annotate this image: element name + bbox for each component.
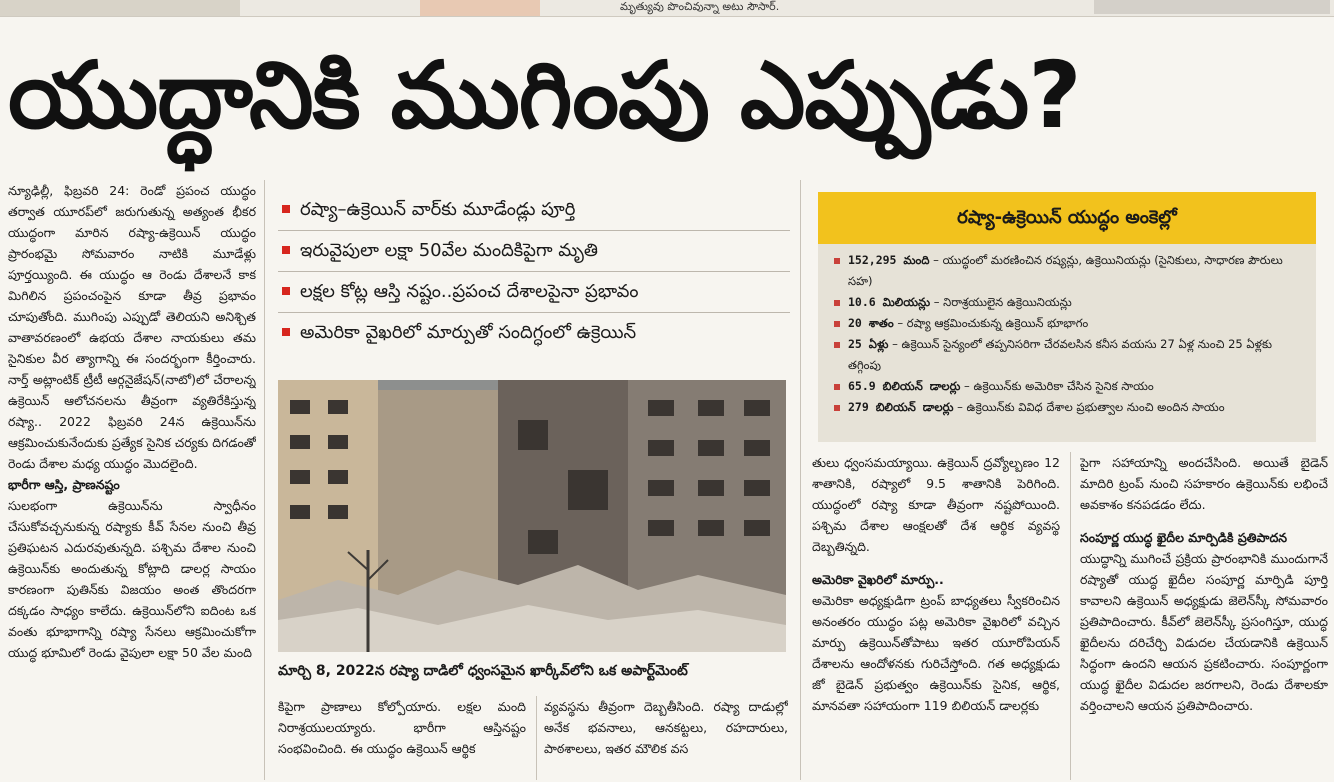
body-paragraph: తులు ధ్వంసమయ్యాయి. ఉక్రెయిన్ ద్రవ్యోల్బణం 12 శాతానికి, రష్యాలో 9.5 శాతానికి పెరిగింది. యుద్ధంలో రష్యా కూడా తీవ్రంగా నష్టపోయింది. పశ్చిమ దేశాల ఆంక్షలతో దేశ ఆర్థిక వ్యవస్థ దెబ్బతిన్నది. xyxy=(812,455,1060,554)
fact-item: 25 ఏళ్లు – ఉక్రెయిన్ సైన్యంలో తప్పనిసరిగా చేరవలసిన కనీస వయసు 27 ఏళ్ల నుంచి 25 ఏళ్లకు తగ్గింపు xyxy=(834,334,1304,376)
body-paragraph: సులభంగా ఉక్రెయిన్‌ను స్వాధీనం చేసుకోవచ్చనుకున్న రష్యాకు కీవ్ సేనల నుంచి తీవ్ర ప్రతిఘటన ఎదురవుతున్నది. పశ్చిమ దేశాల నుంచి ఉక్రెయిన్‌కు అందుతున్న కోట్లాది డాలర్ల సాయం కారణంగా పుతిన్‌కు విజయం అంత తొందరగా దక్కడం సాధ్యం కాలేదు. ఉక్రెయిన్‌లోని ఐదింట ఒక వంతు భూభాగాన్ని రష్యా సేనలు ఆక్రమించుకోగా యుద్ధ భూమిలో రెండు వైపులా లక్షా 50 వేల మంది xyxy=(8,498,256,660)
article-column-1 xyxy=(8,180,256,780)
body-paragraph: కిపైగా ప్రాణాలు కోల్పోయారు. లక్షల మంది నిరాశ్రయులయ్యారు. భారీగా ఆస్తినష్టం సంభవించింది. ఈ యుద్ధం ఉక్రెయిన్ ఆర్థిక xyxy=(278,699,526,756)
fact-item: 20 శాతం – రష్యా ఆక్రమించుకున్న ఉక్రెయిన్ భూభాగం xyxy=(834,313,1304,334)
highlight-bullets xyxy=(278,190,790,353)
destroyed-building-photo xyxy=(278,380,786,652)
column-divider xyxy=(264,180,265,780)
column-divider xyxy=(536,696,537,780)
column-divider xyxy=(1070,452,1071,780)
bullet-item: రష్యా–ఉక్రెయిన్ వార్‌కు మూడేండ్లు పూర్తి xyxy=(278,190,790,231)
bullet-item: అమెరికా వైఖరిలో మార్పుతో సందిగ్ధంలో ఉక్రెయిన్ xyxy=(278,313,790,353)
body-paragraph: అమెరికా అధ్యక్షుడిగా ట్రంప్ బాధ్యతలు స్వీకరించిన అనంతరం యుద్ధం పట్ల అమెరికా వైఖరిలో వచ్చిన మార్పు ఉక్రెయిన్‌తోపాటు ఇతర యూరోపియన్ దేశాలను ఆందోళనకు గురిచేస్తోంది. గత అధ్యక్షుడు జో బైడెన్ ప్రభుత్వం ఉక్రెయిన్‌కు సైనిక, ఆర్థిక, మానవతా సహాయంగా 119 బిలియన్ డాలర్లకు xyxy=(812,593,1060,713)
photo-illustration xyxy=(278,380,786,652)
top-strip-block xyxy=(420,0,540,16)
bullet-square-icon xyxy=(834,405,840,411)
bullet-square-icon xyxy=(834,300,840,306)
fact-item: 279 బిలియన్ డాలర్లు – ఉక్రెయిన్‌కు వివిధ దేశాల ప్రభుత్వాల నుంచి అందిన సాయం xyxy=(834,397,1304,418)
bullet-square-icon xyxy=(282,328,290,336)
facts-list xyxy=(818,244,1316,418)
article-column-5 xyxy=(1080,452,1328,780)
lead-paragraph: న్యూఢిల్లీ, ఫిబ్రవరి 24: రెండో ప్రపంచ యుద్ధం తర్వాత యూరప్‌లో జరుగుతున్న అత్యంత భీకర యుద్ధంగా మారిన రష్యా-ఉక్రెయిన్ యుద్ధం ప్రారంభమై సోమవారం నాటికి మూడేళ్లు పూర్తయ్యింది. ఈ యుద్ధం ఆ రెండు దేశాలనే కాక మిగిలిన ప్రపంచంపైన కూడా తీవ్ర ప్రభావం చూపుతోంది. ముగింపు ఎప్పుడో తెలియని అనిశ్చిత వాతావరణంలో ఉభయ దేశాల నాయకులు తమ సైనికుల వీర త్యాగాన్ని ఈ సందర్భంగా కీర్తించారు. నార్త్ అట్లాంటిక్ ట్రీటీ ఆర్గనైజేషన్(నాటో)లో చేరాలన్న ఉక్రెయిన్ ఆలోచనలను తీవ్రంగా వ్యతిరేకిస్తున్న రష్యా.. 2022 ఫిబ్రవరి 24న ఉక్రెయిన్‌ను ఆక్రమించుకునేందుకు ప్రత్యేక సైనిక చర్యకు దిగడంతో రెండు దేశాల మధ్య యుద్ధం మొదలైంది. xyxy=(8,183,256,471)
top-strip-block xyxy=(0,0,240,16)
subhead-losses: భారీగా ఆస్తి, ప్రాణనష్టం xyxy=(8,477,120,492)
article-column-3 xyxy=(544,696,788,780)
top-strip-text: మృత్యువు పొంచివున్నా అటు సౌసార్. xyxy=(620,0,780,13)
body-paragraph: యుద్ధాన్ని ముగించే ప్రక్రియ ప్రారంభానికి ముందుగానే రష్యాతో యుద్ధ ఖైదీల సంపూర్ణ మార్పిడి పూర్తి కావాలని ఉక్రెయిన్ అధ్యక్షుడు జెలెన్‌స్కీ సోమవారం ప్రతిపాదించారు. కీవ్‌లో జెలెన్‌స్కీ ప్రసంగిస్తూ, యుద్ధ ఖైదీలను దరిచేర్చి విడుదల చేయడానికి ఉక్రెయిన్ సిద్ధంగా ఉందని ఆయన ప్రకటించారు. సంపూర్ణంగా యుద్ధ ఖైదీల విడుదల జరగాలని, రెండు దేశాలకూ వర్తించాలని ఆయన ప్రతిపాదించారు. xyxy=(1080,551,1328,713)
body-paragraph: పైగా సహాయాన్ని అందచేసింది. అయితే బైడెన్ మాదిరి ట్రంప్ నుంచి సహకారం ఉక్రెయిన్‌కు లభించే అవకాశం కనపడడం లేదు. xyxy=(1080,455,1328,512)
body-paragraph: వ్యవస్థను తీవ్రంగా దెబ్బతీసింది. రష్యా దాడుల్లో అనేక భవనాలు, ఆనకట్టలు, రహదారులు, పాఠశాలలు, ఇతర మౌలిక వస xyxy=(544,699,788,756)
bullet-square-icon xyxy=(834,342,840,348)
fact-item: 152,295 మంది – యుద్ధంలో మరణించిన రష్యన్లు, ఉక్రెయినియన్లు (సైనికులు, సాధారణ పౌరులు సహ) xyxy=(834,250,1304,292)
facts-box xyxy=(818,192,1316,442)
bullet-square-icon xyxy=(834,321,840,327)
photo-caption: మార్చి 8, 2022న రష్యా దాడిలో ధ్వంసమైన ఖార్కీవ్‌లోని ఒక అపార్ట్‌మెంట్ xyxy=(278,663,688,679)
bullet-square-icon xyxy=(282,205,290,213)
column-divider xyxy=(800,180,801,780)
bullet-item: ఇరువైపులా లక్షా 50వేల మందికిపైగా మృతి xyxy=(278,231,790,272)
bullet-square-icon xyxy=(834,258,840,264)
top-right-box xyxy=(1094,0,1330,14)
article-column-4 xyxy=(812,452,1060,780)
bullet-square-icon xyxy=(834,384,840,390)
bullet-item: లక్షల కోట్ల ఆస్తి నష్టం..ప్రపంచ దేశాలపైనా ప్రభావం xyxy=(278,272,790,313)
article-column-2 xyxy=(278,696,526,780)
subhead-prisoner-exchange: సంపూర్ణ యుద్ధ ఖైదీల మార్పిడికి ప్రతిపాదన xyxy=(1080,530,1288,545)
fact-item: 10.6 మిలియన్లు – నిరాశ్రయులైన ఉక్రెయినియన్లు xyxy=(834,292,1304,313)
subhead-us-stance: అమెరికా వైఖరిలో మార్పు.. xyxy=(812,572,944,587)
bullet-square-icon xyxy=(282,246,290,254)
fact-item: 65.9 బిలియన్ డాలర్లు – ఉక్రెయిన్‌కు అమెరికా చేసిన సైనిక సాయం xyxy=(834,376,1304,397)
facts-box-title: రష్యా-ఉక్రెయిన్ యుద్ధం అంకెల్లో xyxy=(818,192,1316,244)
bullet-square-icon xyxy=(282,287,290,295)
headline: యుద్ధానికి ముగింపు ఎప్పుడు? xyxy=(8,42,1081,149)
